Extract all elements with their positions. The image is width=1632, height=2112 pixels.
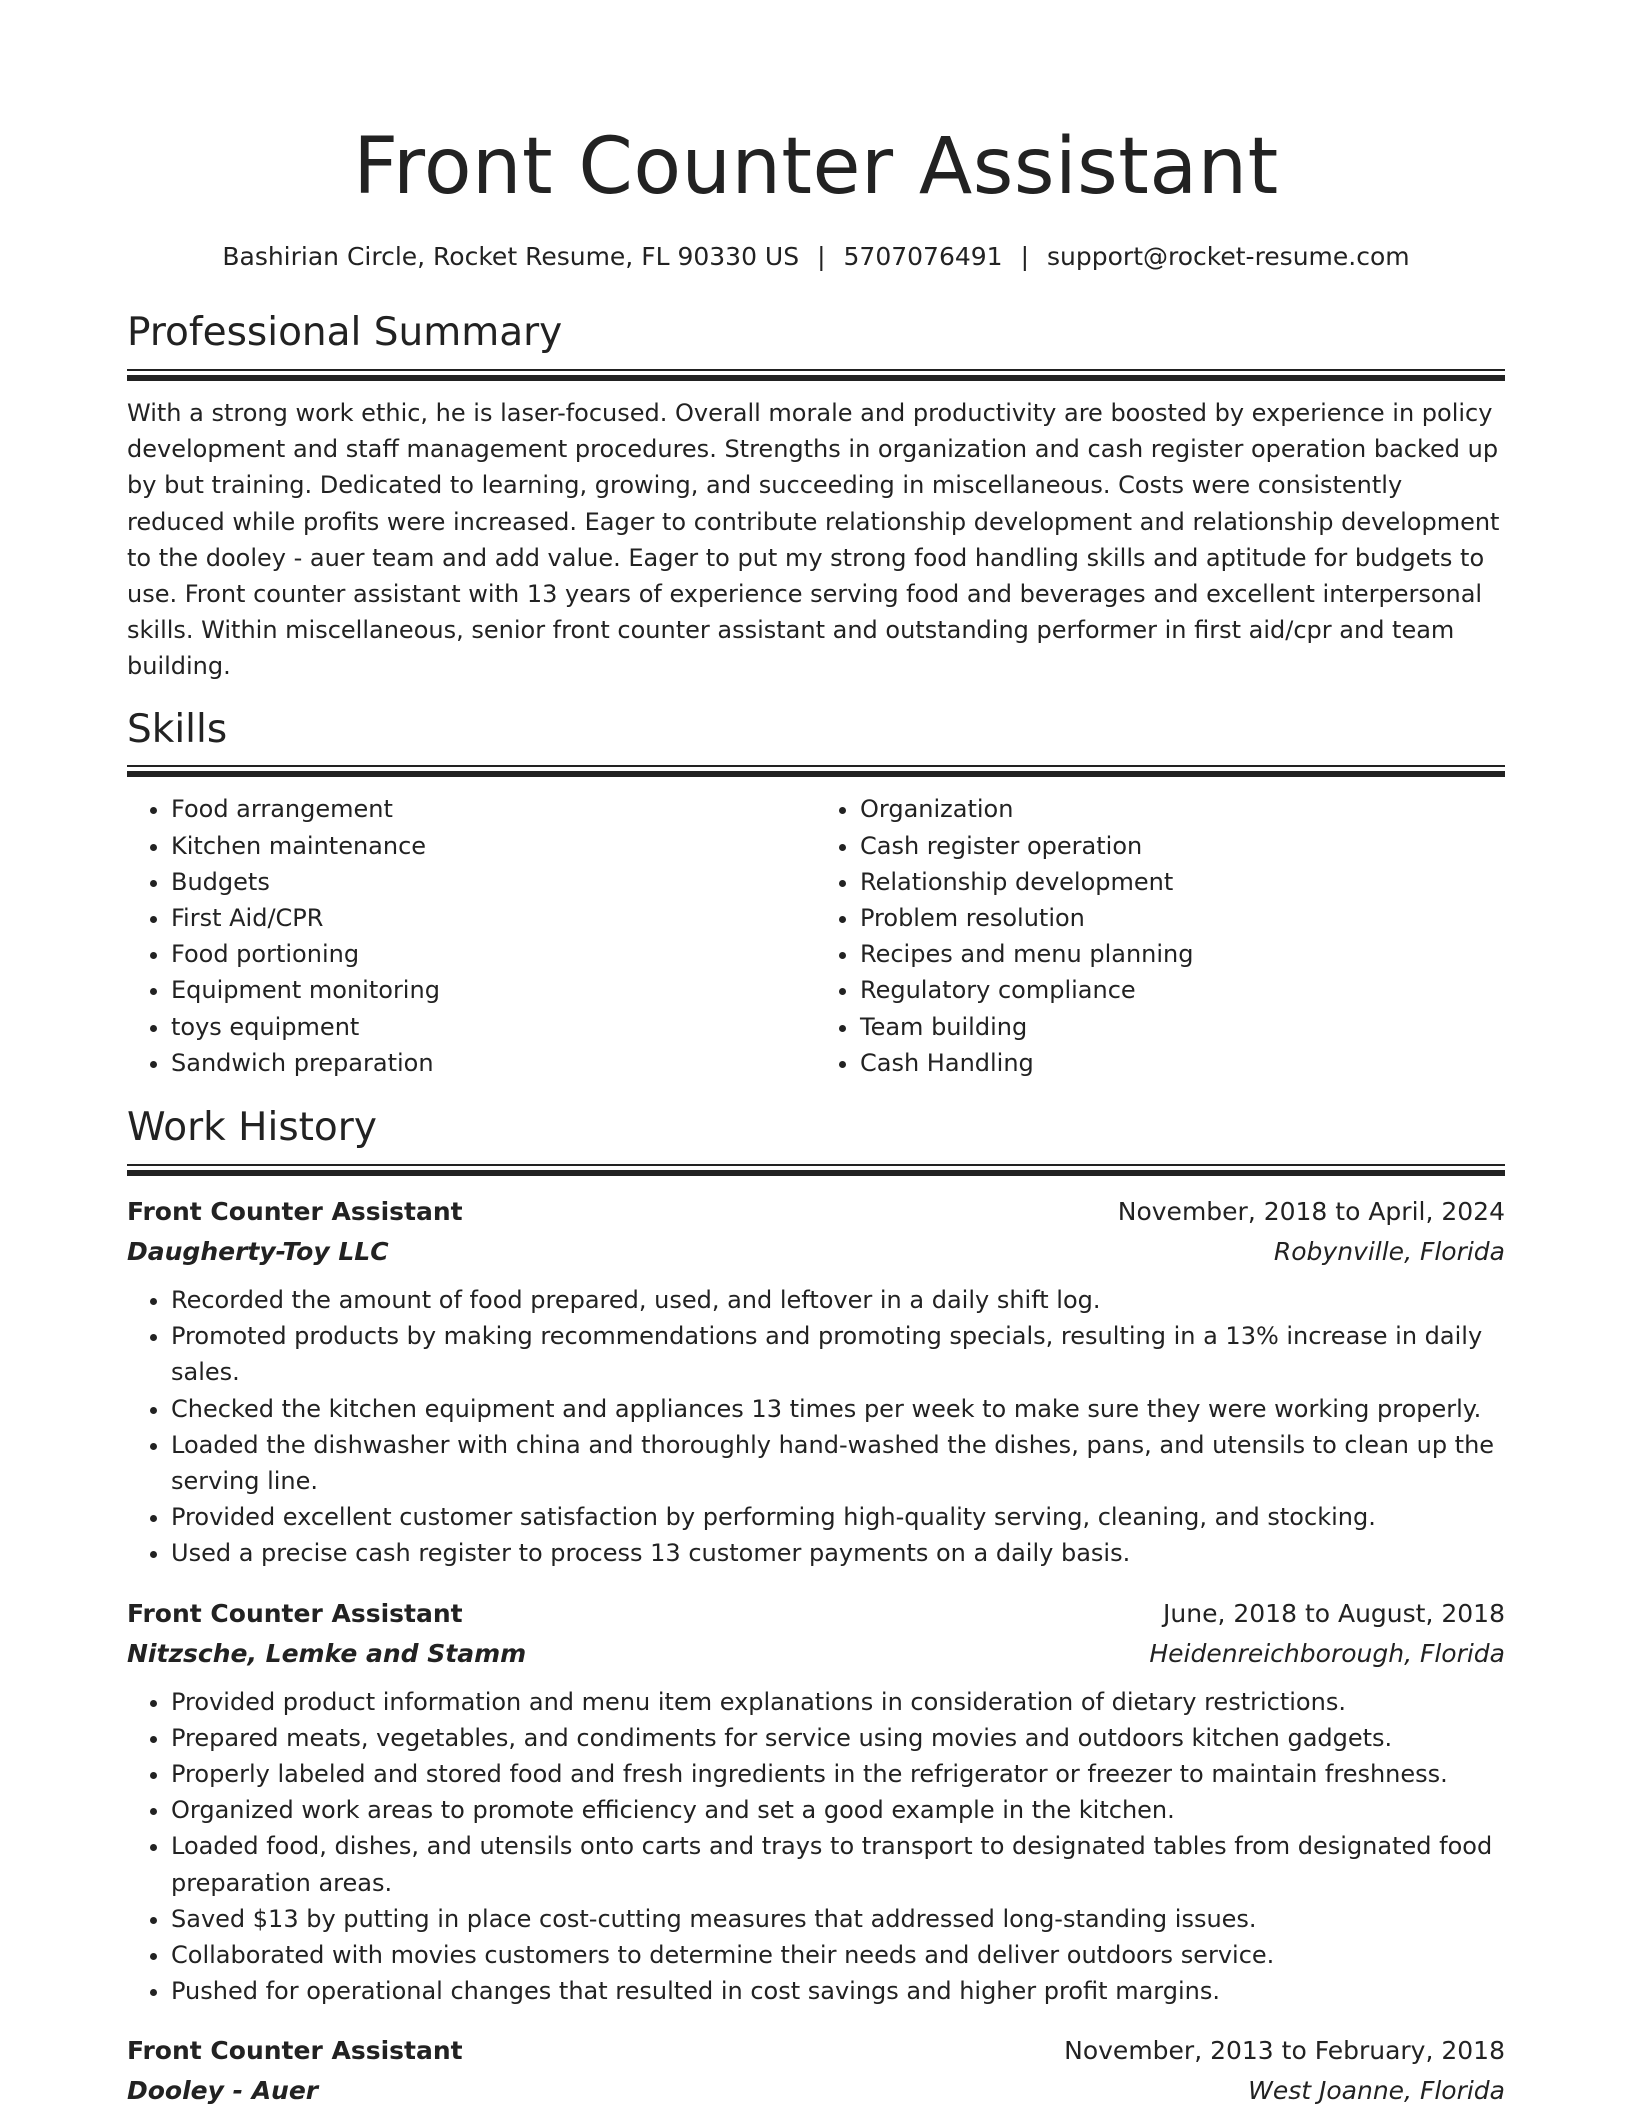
skills-columns [127, 791, 1505, 1081]
section-divider [127, 369, 1505, 381]
job-company: Nitzsche, Lemke and Stamm [127, 1638, 527, 1668]
job-bullet: • Checked the kitchen equipment and appliances 13 times per week to make sure they were working properly. [171, 1391, 1505, 1427]
skill-item: • Budgets [171, 864, 816, 900]
summary-title: Professional Summary [127, 310, 563, 355]
contact-phone: 5707076491 [843, 242, 1003, 271]
job-header-row [127, 1192, 1505, 1232]
skill-item: • Food portioning [171, 936, 816, 972]
skill-item: • Organization [860, 791, 1505, 827]
skill-item: • Cash Handling [860, 1045, 1505, 1081]
contact-line [127, 242, 1505, 272]
job-bullet: • Promoted products by making recommendations and promoting specials, resulting in a 13% increase in daily sales. [171, 1318, 1505, 1390]
resume-name: Front Counter Assistant [353, 122, 1279, 212]
work-history-title: Work History [127, 1105, 377, 1151]
skill-item: • Sandwich preparation [171, 1045, 816, 1081]
job-location: Heidenreichborough, Florida [1149, 1638, 1505, 1668]
job-entry [127, 1192, 1505, 1572]
contact-separator: | [1020, 242, 1030, 271]
job-header-row [127, 1594, 1505, 1634]
job-bullets [127, 1282, 1505, 1572]
contact-email: support@rocket-resume.com [1047, 242, 1410, 271]
job-entry [127, 2031, 1505, 2111]
job-header-row [127, 2031, 1505, 2071]
skill-item: • Problem resolution [860, 900, 1505, 936]
job-dates: November, 2013 to February, 2018 [1064, 2036, 1505, 2066]
skill-item: • Cash register operation [860, 828, 1505, 864]
job-title: Front Counter Assistant [127, 2036, 463, 2066]
skills-section [127, 706, 1505, 1082]
job-bullet: • Recorded the amount of food prepared, used, and leftover in a daily shift log. [171, 1282, 1505, 1318]
job-location: West Joanne, Florida [1248, 2076, 1505, 2106]
job-company: Daugherty-Toy LLC [127, 1236, 389, 1266]
skill-item: • Food arrangement [171, 791, 816, 827]
job-company: Dooley - Auer [127, 2076, 319, 2106]
contact-address: Bashirian Circle, Rocket Resume, FL 90330 US [222, 242, 800, 271]
skill-item: • Regulatory compliance [860, 972, 1505, 1008]
job-bullet: • Collaborated with movies customers to determine their needs and deliver outdoors service. [171, 1937, 1505, 1973]
job-bullet: • Loaded the dishwasher with china and thoroughly hand-washed the dishes, pans, and utensils to clean up the serving line. [171, 1427, 1505, 1499]
job-bullet: • Used a precise cash register to process 13 customer payments on a daily basis. [171, 1535, 1505, 1571]
job-bullet: • Saved $13 by putting in place cost-cutting measures that addressed long-standing issues. [171, 1901, 1505, 1937]
skills-list-left [127, 791, 816, 1081]
skill-item: • Kitchen maintenance [171, 828, 816, 864]
job-bullet: • Prepared meats, vegetables, and condiments for service using movies and outdoors kitchen gadgets. [171, 1720, 1505, 1756]
skill-item: • Relationship development [860, 864, 1505, 900]
summary-text: With a strong work ethic, he is laser-focused. Overall morale and productivity are boosted by experience in policy development and staff management procedures. Strengths in organization and cash register operation backed up by but training. Dedicated to learning, growing, and succeeding in miscellaneous. Costs were consistently reduced while profits were increased. Eager to contribute relationship development and relationship development to the dooley - auer team and add value. Eager to put my strong food handling skills and aptitude for budgets to use. Front counter assistant with 13 years of experience serving food and beverages and excellent interpersonal skills. Within miscellaneous, senior front counter assistant and outstanding performer in first aid/cpr and team building. [127, 398, 1500, 681]
skills-title: Skills [127, 706, 228, 752]
job-bullet: • Pushed for operational changes that resulted in cost savings and higher profit margins. [171, 1973, 1505, 2009]
job-dates: June, 2018 to August, 2018 [1163, 1598, 1505, 1628]
job-company-row [127, 1232, 1505, 1272]
skill-item: • Equipment monitoring [171, 972, 816, 1008]
job-bullets [127, 1684, 1505, 2010]
work-history-section [127, 1107, 1505, 2111]
contact-separator: | [817, 242, 826, 271]
job-bullet: • Properly labeled and stored food and fresh ingredients in the refrigerator or freezer to maintain freshness. [171, 1756, 1505, 1792]
skills-list-right [816, 791, 1505, 1081]
job-title: Front Counter Assistant [127, 1598, 463, 1628]
skill-item: • Team building [860, 1009, 1505, 1045]
job-company-row [127, 2071, 1505, 2111]
job-bullet: • Loaded food, dishes, and utensils onto carts and trays to transport to designated tables from designated food preparation areas. [171, 1828, 1505, 1900]
section-divider [127, 1164, 1505, 1176]
skill-item: • Recipes and menu planning [860, 936, 1505, 972]
job-bullet: • Provided product information and menu item explanations in consideration of dietary restrictions. [171, 1684, 1505, 1720]
job-location: Robynville, Florida [1273, 1236, 1505, 1266]
job-bullet: • Provided excellent customer satisfaction by performing high-quality serving, cleaning, and stocking. [171, 1499, 1505, 1535]
job-title: Front Counter Assistant [127, 1196, 463, 1226]
section-divider [127, 765, 1505, 777]
job-company-row [127, 1634, 1505, 1674]
job-entry [127, 1594, 1505, 2010]
skill-item: • toys equipment [171, 1009, 816, 1045]
skill-item: • First Aid/CPR [171, 900, 816, 936]
summary-section [127, 312, 1505, 685]
job-dates: November, 2018 to April, 2024 [1117, 1196, 1505, 1226]
job-bullet: • Organized work areas to promote efficiency and set a good example in the kitchen. [171, 1792, 1505, 1828]
